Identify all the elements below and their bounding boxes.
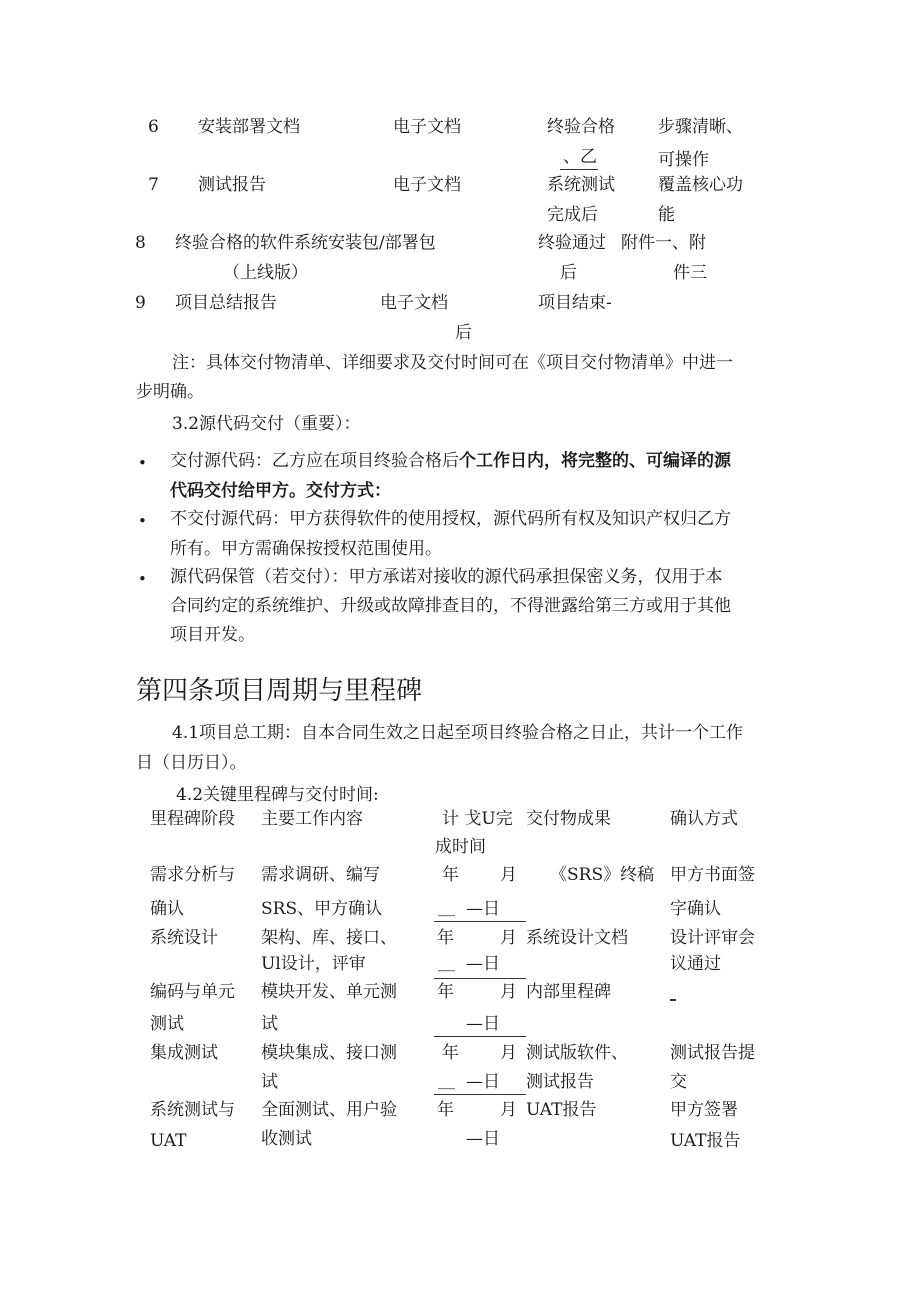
- work-cell: Ul设计，评审: [261, 954, 366, 974]
- deliverable-type: 电子文档: [380, 293, 448, 313]
- confirm-cell: UAT报告: [670, 1131, 741, 1151]
- stage-cell: 测试: [150, 1014, 184, 1034]
- date-blank: __: [438, 897, 455, 917]
- header-output: 交付物成果: [526, 809, 611, 829]
- article-heading: 第四条项目周期与里程碑: [136, 676, 423, 706]
- bullet-text: 不交付源代码：甲方获得软件的使用授权，源代码所有权及知识产权归乙方: [170, 509, 731, 529]
- underline: [560, 169, 598, 170]
- deliverable-requirement: 覆盖核心功: [658, 175, 743, 195]
- work-cell: 模块集成、接口测: [261, 1043, 397, 1063]
- underline: [434, 921, 526, 922]
- stage-cell: 编码与单元: [150, 982, 235, 1002]
- deliverable-name: 安装部署文档: [198, 117, 300, 137]
- bullet-icon: •: [138, 454, 147, 472]
- underline: [434, 978, 526, 979]
- row-number: 6: [148, 117, 159, 137]
- stage-cell: 集成测试: [150, 1043, 218, 1063]
- confirm-cell: 甲方签署: [670, 1100, 738, 1120]
- deliverable-name: 终验合格的软件系统安装包/部署包: [175, 233, 436, 253]
- date-day: —日: [466, 954, 500, 974]
- deliverable-name: （上线版）: [223, 263, 308, 283]
- date-month: 月: [500, 1043, 517, 1063]
- deliverable-requirement: 步骤清晰、: [658, 117, 743, 137]
- work-cell: 试: [261, 1014, 278, 1034]
- header-plan-time: 成时间: [435, 837, 486, 857]
- bullet-text: 所有。甲方需确保按授权范围使用。: [170, 539, 442, 559]
- confirm-cell: 议通过: [670, 954, 721, 974]
- confirm-cell: 测试报告提: [670, 1043, 755, 1063]
- header-confirm: 确认方式: [670, 809, 738, 829]
- stage-cell: 确认: [150, 899, 184, 919]
- bullet-bold-text: 个工作日内，将完整的、可编译的源: [459, 451, 731, 471]
- confirm-cell: 字确认: [670, 899, 721, 919]
- date-year: 年: [437, 1100, 454, 1120]
- confirm-cell: 设计评审会: [670, 928, 755, 948]
- paragraph-text: 4.2关键里程碑与交付时间:: [176, 785, 379, 805]
- bullet-text: 合同约定的系统维护、升级或故障排查目的，不得泄露给第三方或用于其他: [170, 596, 731, 616]
- stage-cell: 系统测试与: [150, 1100, 235, 1120]
- bullet-text: 源代码保管（若交付）：甲方承诺对接收的源代码承担保密义务，仅用于本: [170, 567, 723, 587]
- work-cell: 试: [261, 1072, 278, 1092]
- deliverable-time: 后: [455, 323, 472, 343]
- work-cell: 架构、库、接口、: [261, 928, 397, 948]
- deliverable-time: 终验合格: [547, 117, 615, 137]
- bullet-text: [170, 453, 731, 470]
- work-cell: 收测试: [261, 1129, 312, 1149]
- deliverable-name: 项目总结报告: [175, 293, 277, 313]
- output-cell: UAT报告: [526, 1100, 597, 1120]
- date-month: 月: [500, 982, 517, 1002]
- date-year: 年: [442, 1043, 459, 1063]
- stage-cell: UAT: [150, 1131, 187, 1151]
- deliverable-requirement: 附件一、附: [621, 233, 706, 253]
- header-plan-time: 计 戈U完: [442, 809, 513, 829]
- stage-cell: 需求分析与: [150, 865, 235, 885]
- bullet-icon: •: [138, 570, 147, 588]
- date-blank: __: [438, 1070, 455, 1090]
- deliverable-requirement: 件三: [673, 263, 707, 283]
- deliverable-type: 电子文档: [393, 117, 461, 137]
- output-cell: 内部里程碑: [526, 982, 611, 1002]
- output-cell: 系统设计文档: [526, 928, 628, 948]
- work-cell: 全面测试、用户验: [261, 1100, 397, 1120]
- deliverable-name: 测试报告: [198, 175, 266, 195]
- deliverable-time: 后: [560, 263, 577, 283]
- bullet-bold-text: 代码交付给甲方。交付方式：: [170, 481, 391, 501]
- note-text: 步明确。: [136, 382, 204, 402]
- output-cell: 测试报告: [526, 1072, 594, 1092]
- work-cell: 模块开发、单元测: [261, 982, 397, 1002]
- deliverable-type: 电子文档: [393, 175, 461, 195]
- date-month: 月: [500, 1100, 517, 1120]
- date-year: 年: [437, 982, 454, 1002]
- date-month: 月: [500, 928, 517, 948]
- dash-mark: [670, 999, 676, 1001]
- deliverable-time: 系统测试: [547, 175, 615, 195]
- output-cell: 测试版软件、: [526, 1043, 628, 1063]
- deliverable-requirement: 能: [658, 205, 675, 225]
- row-number: 8: [135, 233, 146, 253]
- deliverable-time: 项目结束-: [538, 293, 612, 313]
- confirm-cell: 甲方书面签: [670, 865, 755, 885]
- bullet-icon: •: [138, 512, 147, 530]
- deliverable-time: 完成后: [547, 205, 598, 225]
- deliverable-time: 终验通过: [538, 233, 606, 253]
- date-year: 年: [442, 865, 459, 885]
- row-number: 7: [148, 175, 159, 195]
- row-number: 9: [135, 293, 146, 313]
- header-work: 主要工作内容: [261, 809, 363, 829]
- confirm-cell: 交: [670, 1072, 687, 1092]
- date-day: —日: [466, 899, 500, 919]
- work-cell: 需求调研、编写: [261, 865, 380, 885]
- work-cell: SRS、甲方确认: [261, 899, 383, 919]
- deliverable-requirement: 可操作: [658, 150, 709, 170]
- underline: [434, 1094, 526, 1095]
- paragraph-text: 日（日历日）。: [136, 753, 247, 773]
- header-stage: 里程碑阶段: [150, 809, 235, 829]
- deliverable-time: 、乙: [563, 147, 597, 167]
- date-blank: __: [438, 952, 455, 972]
- date-day: —日: [466, 1129, 500, 1149]
- output-cell: 《SRS》终稿: [550, 865, 655, 885]
- bullet-text: 项目开发。: [170, 625, 255, 645]
- date-day: —日: [466, 1014, 500, 1034]
- note-text: 注：具体交付物清单、详细要求及交付时间可在《项目交付物清单》中进一: [172, 353, 733, 373]
- date-year: 年: [437, 928, 454, 948]
- section-title: 3.2源代码交付（重要）：: [172, 414, 361, 434]
- date-month: 月: [500, 865, 517, 885]
- date-day: —日: [466, 1072, 500, 1092]
- underline: [434, 1036, 526, 1037]
- paragraph-text: 4.1项目总工期：自本合同生效之日起至项目终验合格之日止，共计一个工作: [172, 723, 744, 743]
- stage-cell: 系统设计: [150, 928, 218, 948]
- bullet-label: 交付源代码：乙方应在项目终验合格后: [170, 451, 459, 471]
